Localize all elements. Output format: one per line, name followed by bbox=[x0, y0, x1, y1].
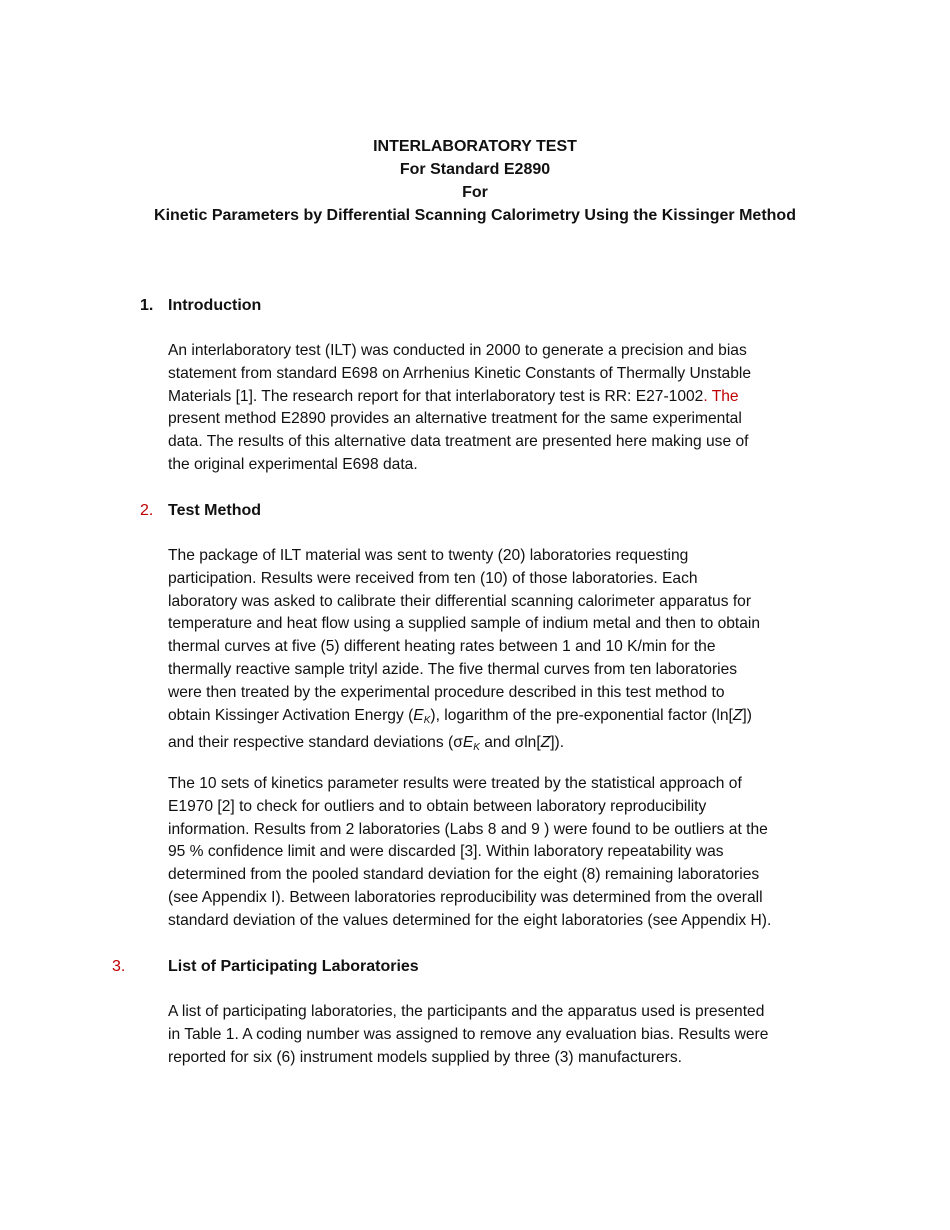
title-line-3: For bbox=[462, 184, 488, 201]
symbol-e: E bbox=[413, 706, 424, 724]
section-3-paragraph bbox=[168, 1001, 848, 1069]
symbol-z: Z bbox=[732, 706, 743, 724]
symbol-sigma: σ bbox=[453, 734, 463, 752]
text-line: data. The results of this alternative data treatment are presented here making use of bbox=[168, 433, 749, 451]
text-line bbox=[168, 386, 848, 409]
section-2-title: Test Method bbox=[168, 502, 262, 519]
text-line: thermally reactive sample trityl azide. The five thermal curves from ten laboratories bbox=[168, 660, 738, 678]
text-line bbox=[168, 705, 848, 733]
text-line: information. Results from 2 laboratories (Labs 8 and 9 ) were found to be outliers at the bbox=[168, 820, 768, 838]
text-line: thermal curves at five (5) different heating rates between 1 and 10 K/min for the bbox=[168, 638, 716, 656]
text-segment: and bbox=[479, 734, 515, 752]
section-1-paragraph bbox=[168, 340, 848, 477]
text-line: determined from the pooled standard deviation for the eight (8) remaining laboratories bbox=[168, 866, 760, 884]
text-line: E1970 [2] to check for outliers and to obtain between laboratory reproducibility bbox=[168, 797, 707, 815]
symbol-e: E bbox=[462, 734, 474, 752]
text-line: The package of ILT material was sent to twenty (20) laboratories requesting bbox=[168, 547, 689, 564]
text-segment: and their respective standard deviations ( bbox=[168, 734, 454, 752]
text-segment: Materials [1]. The research report for that interlaboratory test is RR: E27-1002 bbox=[168, 387, 704, 405]
symbol-sigma: σ bbox=[514, 734, 525, 752]
text-segment: ln[ bbox=[524, 734, 541, 752]
text-line: standard deviation of the values determined for the eight laboratories (see Appendix H). bbox=[168, 911, 772, 929]
text-segment: ), logarithm of the pre-exponential factor (ln[ bbox=[430, 706, 733, 724]
text-segment: ]). bbox=[550, 734, 565, 752]
text-line: statement from standard E698 on Arrhenius Kinetic Constants of Thermally Unstable bbox=[168, 364, 752, 382]
text-line bbox=[168, 732, 848, 760]
text-line: A list of participating laboratories, the participants and the apparatus used is presented bbox=[168, 1003, 765, 1020]
title-line-2: For Standard E2890 bbox=[399, 161, 551, 178]
title-line-1: INTERLABORATORY TEST bbox=[373, 138, 577, 155]
text-segment: obtain Kissinger Activation Energy ( bbox=[168, 706, 414, 724]
text-line: were then treated by the experimental procedure described in this test method to bbox=[168, 683, 725, 701]
text-line: reported for six (6) instrument models supplied by three (3) manufacturers. bbox=[168, 1048, 682, 1066]
section-2-paragraph-1 bbox=[168, 545, 848, 760]
text-line: The 10 sets of kinetics parameter results were treated by the statistical approach of bbox=[168, 775, 742, 792]
document-title bbox=[0, 135, 950, 227]
subscript-k: K bbox=[473, 742, 480, 754]
text-segment: ]) bbox=[742, 706, 752, 724]
text-line: present method E2890 provides an alternative treatment for the same experimental bbox=[168, 410, 742, 428]
section-2-number: 2. bbox=[140, 502, 154, 519]
text-line: the original experimental E698 data. bbox=[168, 455, 418, 473]
section-2-paragraph-2 bbox=[168, 773, 848, 933]
section-3-title: List of Participating Laboratories bbox=[168, 958, 419, 975]
text-line: (see Appendix I). Between laboratories reproducibility was determined from the overall bbox=[168, 888, 763, 906]
text-line: 95 % confidence limit and were discarded [3]. Within laboratory repeatability was bbox=[168, 843, 724, 861]
subscript-k: K bbox=[423, 714, 431, 726]
title-line-4: Kinetic Parameters by Differential Scanning Calorimetry Using the Kissinger Method bbox=[154, 207, 796, 224]
text-line: laboratory was asked to calibrate their differential scanning calorimeter apparatus for bbox=[168, 592, 752, 610]
symbol-z: Z bbox=[540, 734, 551, 752]
text-line: An interlaboratory test (ILT) was conducted in 2000 to generate a precision and bias bbox=[168, 342, 747, 359]
text-line: temperature and heat flow using a supplied sample of indium metal and then to obtain bbox=[168, 615, 761, 633]
section-1-number: 1. bbox=[140, 297, 154, 314]
text-line: in Table 1. A coding number was assigned to remove any evaluation bias. Results were bbox=[168, 1025, 769, 1043]
text-segment: . The bbox=[703, 387, 739, 405]
section-3-number: 3. bbox=[112, 958, 126, 975]
text-line: participation. Results were received from ten (10) of those laboratories. Each bbox=[168, 569, 698, 587]
section-1-title: Introduction bbox=[168, 297, 262, 314]
